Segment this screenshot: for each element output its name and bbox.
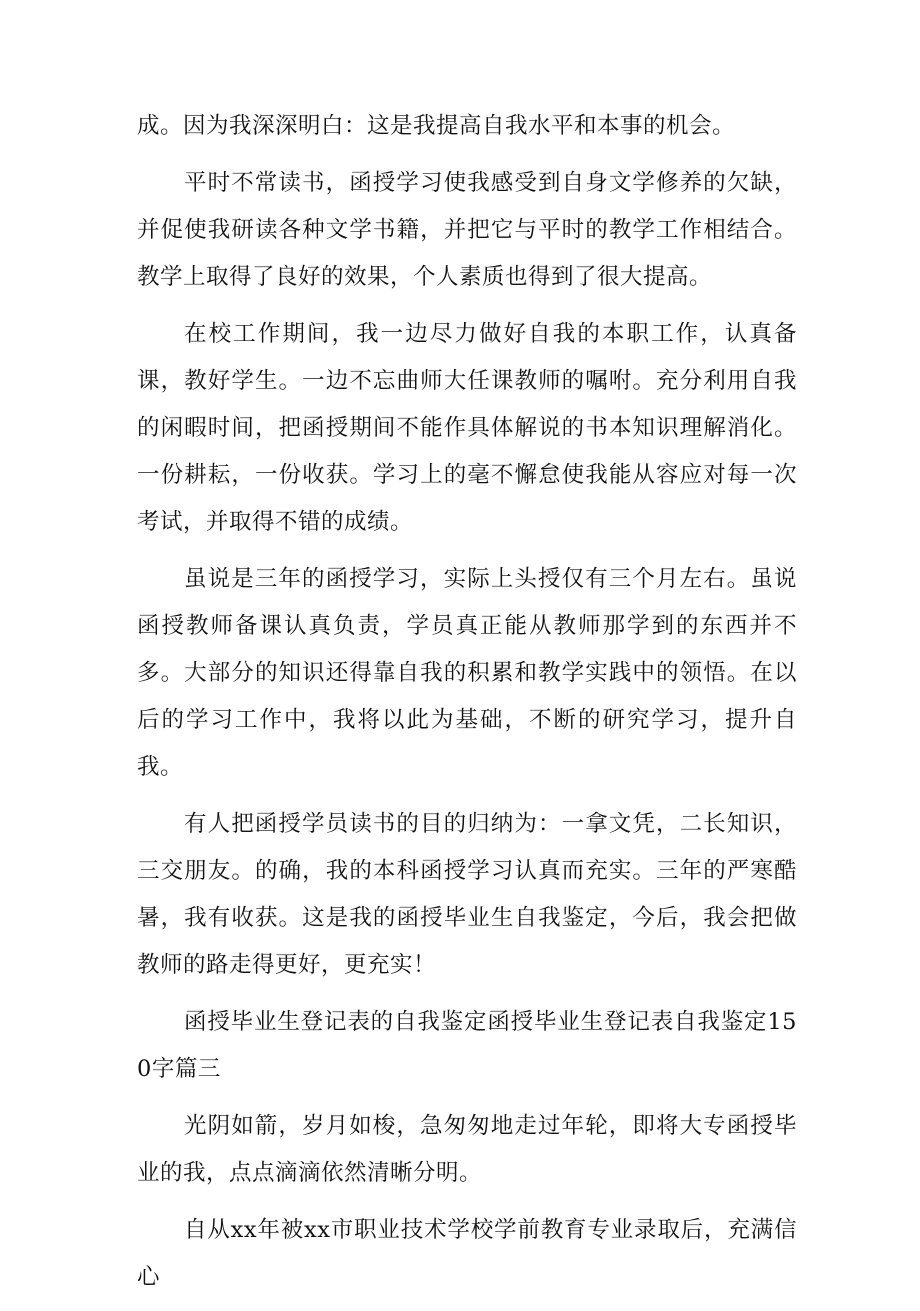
- paragraph-work: 在校工作期间，我一边尽力做好自我的本职工作，认真备课，教好学生。一边不忘曲师大任课教师的嘱咐。充分利用自我的闲暇时间，把函授期间不能作具体解说的书本知识理解消化。一份耕耘，一份收获。学习上的毫不懈怠使我能从容应对每一次考试，并取得不错的成绩。: [137, 321, 797, 535]
- paragraph-reading: 平时不常读书，函授学习使我感受到自身文学修养的欠缺，并促使我研读各种文学书籍，并把它与平时的教学工作相结合。教学上取得了良好的效果，个人素质也得到了很大提高。: [137, 170, 797, 290]
- document-body: [137, 103, 797, 1311]
- paragraph-time: 光阴如箭，岁月如梭，急匆匆地走过年轮，即将大专函授毕业的我，点点滴滴依然清晰分明。: [137, 1113, 797, 1186]
- paragraph-correspondence-study: 虽说是三年的函授学习，实际上头授仅有三个月左右。虽说函授教师备课认真负责，学员真正能从教师那学到的东西并不多。大部分的知识还得靠自我的积累和教学实践中的领悟。在以后的学习工作中，我将以此为基础，不断的研究学习，提升自我。: [137, 566, 797, 780]
- paragraph-admission: 自从xx年被xx市职业技术学校学前教育专业录取后，充满信心: [137, 1217, 797, 1290]
- paragraph-purpose: 有人把函授学员读书的目的归纳为：一拿文凭，二长知识，三交朋友。的确，我的本科函授学习认真而充实。三年的严寒酷暑，我有收获。这是我的函授毕业生自我鉴定，今后，我会把做教师的路走得更好，更充实！: [137, 811, 797, 978]
- paragraph-continuation: 成。因为我深深明白：这是我提高自我水平和本事的机会。: [137, 113, 736, 139]
- section-heading: 函授毕业生登记表的自我鉴定函授毕业生登记表自我鉴定150字篇三: [137, 1009, 797, 1082]
